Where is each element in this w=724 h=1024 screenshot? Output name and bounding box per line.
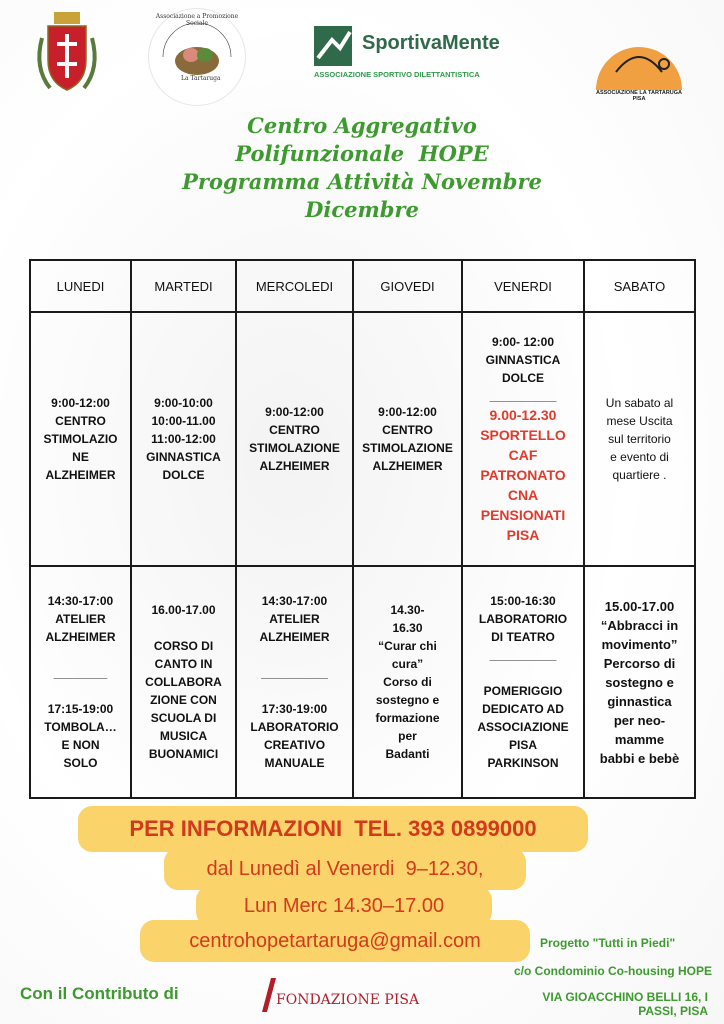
cell-line: ALZHEIMER (45, 468, 116, 482)
cell-line: per (398, 729, 417, 743)
cell-line: ginnastica (607, 693, 672, 709)
cell-line: Corso di (383, 675, 432, 689)
cell-line: 9:00-12:00 (51, 396, 110, 410)
cell-line: ASSOCIAZIONE (477, 720, 569, 734)
header-row (30, 260, 695, 312)
cell-line: 17:15-19:00 (47, 702, 114, 716)
runner-icon (312, 24, 356, 70)
venerdi-morning-red (466, 405, 580, 545)
cell-line: COLLABORA (145, 675, 222, 689)
cell-line: __________ (489, 648, 557, 662)
cell-line: __________ (489, 389, 557, 403)
cell-line: 14.30- (390, 603, 425, 617)
cell-line (240, 682, 349, 700)
cell-line: 9.00-12.30 (489, 407, 557, 423)
cell-line: ALZHEIMER (372, 459, 443, 473)
cell-line: movimento” (601, 636, 678, 652)
title-line-2: Polifunzionale HOPE (235, 141, 489, 166)
cell-giovedi-afternoon (353, 566, 462, 798)
cell-line: “Curar chi (378, 639, 437, 653)
cell-line: CENTRO (55, 414, 106, 428)
cell-line (34, 646, 127, 664)
cell-line (466, 664, 580, 682)
cell-line: STIMOLAZIO (43, 432, 118, 446)
cell-giovedi-morning (353, 312, 462, 566)
cell-lunedi-morning (30, 312, 131, 566)
cell-line: 11:00-12:00 (151, 432, 216, 446)
address-line-2: PASSI, PISA (638, 1004, 708, 1018)
cell-line: E NON (61, 738, 100, 752)
cell-line: Un sabato al (605, 396, 674, 410)
cell-line: Percorso di (603, 655, 676, 671)
address-line-1: VIA GIOACCHINO BELLI 16, I (542, 990, 708, 1004)
cell-line (240, 646, 349, 664)
cell-lunedi-afternoon (30, 566, 131, 798)
cell-line: CORSO DI (153, 639, 214, 653)
cell-line: sostegno e (375, 693, 440, 707)
info-email-link[interactable]: centrohopetartaruga@gmail.com (140, 920, 530, 962)
cell-line: ALZHEIMER (259, 630, 330, 644)
page-title (0, 112, 724, 224)
cell-line: babbi e bebè (599, 750, 680, 766)
header-venerdi: VENERDI (462, 260, 584, 312)
cell-line: quartiere . (612, 468, 667, 482)
cell-line: PARKINSON (487, 756, 559, 770)
title-line-4: Dicembre (305, 197, 419, 222)
cell-line: LABORATORIO (250, 720, 339, 734)
progetto-label: Progetto "Tutti in Piedi" (540, 936, 676, 950)
cell-line: 9:00-12:00 (265, 405, 324, 419)
header-lunedi: LUNEDI (30, 260, 131, 312)
tartaruga-small-label: La Tartaruga (181, 75, 221, 82)
cell-line: 14:30-17:00 (47, 594, 114, 608)
cell-line: CANTO IN (154, 657, 213, 671)
header-sabato: SABATO (584, 260, 695, 312)
cell-line: 15.00-17.00 (604, 598, 675, 614)
cell-line: CNA (507, 487, 539, 503)
fondazione-slash-icon (262, 978, 276, 1012)
cell-line: PISA (508, 738, 537, 752)
info-phone-banner: PER INFORMAZIONI TEL. 393 0899000 (78, 806, 588, 852)
cell-sabato-morning (584, 312, 695, 566)
cell-line: e evento di (610, 450, 669, 464)
cell-line: DEDICATO AD (482, 702, 564, 716)
cell-line: STIMOLAZIONE (249, 441, 340, 455)
cell-line: LABORATORIO (478, 612, 568, 626)
cell-line: CAF (508, 447, 538, 463)
cell-line: 9:00- 12:00 (491, 335, 555, 349)
cell-line: SCUOLA DI (150, 711, 217, 725)
sportiva-name: SportivaMente (362, 32, 500, 54)
cell-line: 9:00-12:00 (378, 405, 437, 419)
pisa-crest-logo (28, 8, 106, 100)
cell-line: DI TEATRO (491, 630, 555, 644)
info-hours-weekdays: dal Lunedì al Venerdi 9–12.30, (164, 848, 526, 890)
cell-line: mamme (614, 731, 665, 747)
sportiva-sub: ASSOCIAZIONE SPORTIVO DILETTANTISTICA (314, 70, 480, 79)
condominio-label: c/o Condominio Co-housing HOPE (514, 964, 712, 978)
cell-line: PISA (506, 527, 540, 543)
cell-line: 16.00-17.00 (151, 603, 216, 617)
cell-line: formazione (375, 711, 440, 725)
header-mercoledi: MERCOLEDI (236, 260, 353, 312)
cell-line: sul territorio (608, 432, 671, 446)
cell-line: DOLCE (502, 371, 544, 385)
cell-line: cura” (391, 657, 424, 671)
cell-line: “Abbracci in (600, 617, 679, 633)
cell-mercoledi-morning (236, 312, 353, 566)
cell-line: PENSIONATI (480, 507, 566, 523)
cell-venerdi-afternoon (462, 566, 584, 798)
cell-line: CENTRO (269, 423, 320, 437)
cell-line: 10:00-11.00 (151, 414, 216, 428)
cell-line: CENTRO (382, 423, 433, 437)
schedule-table (29, 259, 696, 799)
cell-line: __________ (261, 666, 328, 680)
cell-line: ATELIER (269, 612, 320, 626)
cell-sabato-afternoon (584, 566, 695, 798)
contributo-label: Con il Contributo di (20, 984, 179, 1003)
tartaruga-assoc-label: Associazione a Promozione Sociale (155, 13, 239, 27)
cell-line: NE (72, 450, 89, 464)
cell-line: per neo- (613, 712, 666, 728)
cell-venerdi-morning (462, 312, 584, 566)
fondazione-pisa-logo (262, 978, 420, 1014)
tartaruga-pisa-logo (592, 20, 686, 104)
tartaruga-pisa-label: ASSOCIAZIONE LA TARTARUGA PISA (595, 90, 683, 102)
cell-line: TOMBOLA… (44, 720, 117, 734)
tartaruga-association-logo (148, 8, 246, 106)
cell-line: sostegno e (605, 674, 674, 690)
fondazione-label: FONDAZIONE PISA (276, 992, 420, 1008)
cell-line: SOLO (63, 756, 98, 770)
cell-line: GINNASTICA (146, 450, 221, 464)
header-giovedi: GIOVEDI (353, 260, 462, 312)
cell-line: ALZHEIMER (259, 459, 330, 473)
venerdi-morning-black (466, 333, 580, 405)
address-block (498, 990, 708, 1018)
cell-line: CREATIVO (263, 738, 326, 752)
cell-line: 14:30-17:00 (261, 594, 328, 608)
cell-line: STIMOLAZIONE (362, 441, 453, 455)
cell-line: DOLCE (162, 468, 205, 482)
cell-line: 15:00-16:30 (490, 594, 556, 608)
cell-line: 16.30 (392, 621, 423, 635)
cell-line: MANUALE (264, 756, 325, 770)
cell-line (135, 619, 232, 637)
cell-line (34, 682, 127, 700)
cell-line: ALZHEIMER (45, 630, 116, 644)
cell-line: GINNASTICA (485, 353, 561, 367)
cell-line: mese Uscita (606, 414, 673, 428)
cell-line: POMERIGGIO (483, 684, 563, 698)
info-hours-afternoon: Lun Merc 14.30–17.00 (196, 886, 492, 926)
afternoon-row (30, 566, 695, 798)
cell-line: 17:30-19:00 (261, 702, 328, 716)
cell-line: SPORTELLO (480, 427, 566, 443)
cell-martedi-morning (131, 312, 236, 566)
cell-line: BUONAMICI (148, 747, 219, 761)
cell-mercoledi-afternoon (236, 566, 353, 798)
cell-martedi-afternoon (131, 566, 236, 798)
cell-line: ZIONE CON (150, 693, 217, 707)
cell-line: MUSICA (159, 729, 208, 743)
header-martedi: MARTEDI (131, 260, 236, 312)
cell-line: PATRONATO (480, 467, 566, 483)
cell-line: ATELIER (55, 612, 106, 626)
cell-line: 9:00-10:00 (154, 396, 213, 410)
cell-line: Badanti (385, 747, 430, 761)
title-line-3: Programma Attività Novembre (182, 169, 542, 194)
title-line-1: Centro Aggregativo (247, 113, 477, 138)
sportivamente-logo (312, 24, 532, 84)
cell-line: ________ (53, 666, 108, 680)
morning-row (30, 312, 695, 566)
